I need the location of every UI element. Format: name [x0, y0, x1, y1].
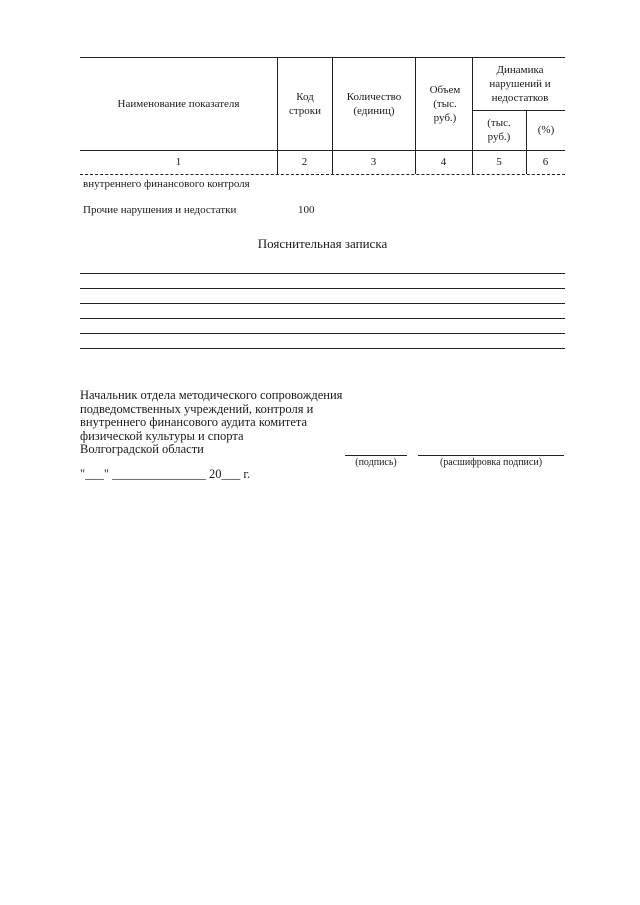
col-number-6: 6 — [542, 156, 549, 168]
row-name: внутреннего финансового контроля — [83, 178, 250, 190]
col-number-4: 4 — [440, 156, 447, 168]
table-row — [80, 178, 565, 194]
header-volume: Объем (тыс. руб.) — [429, 83, 461, 124]
table-row — [80, 204, 565, 220]
signature-label: (подпись) — [355, 457, 397, 468]
position-line: Начальник отдела методического сопровождения — [80, 388, 343, 402]
header-name: Наименование показателя — [117, 97, 240, 110]
date-line: "___" _______________ 20___ г. — [80, 467, 251, 481]
position-line: внутреннего финансового аудита комитета — [80, 415, 308, 429]
position-line: Волгоградской области — [80, 442, 204, 456]
row-code: 100 — [298, 204, 315, 216]
signature-position — [80, 389, 380, 457]
col-number-1: 1 — [175, 156, 182, 168]
header-dyn-rub: (тыс. руб.) — [487, 117, 511, 143]
header-dyn-pct: (%) — [537, 124, 555, 136]
col-number-2: 2 — [301, 156, 308, 168]
header-dynamics: Динамика нарушений и недостатков — [489, 64, 551, 104]
note-title: Пояснительная записка — [257, 236, 388, 251]
col-number-5: 5 — [496, 156, 502, 168]
header-code: Код строки — [288, 90, 322, 117]
col-number-3: 3 — [370, 156, 377, 168]
decode-line — [418, 455, 564, 456]
decode-label: (расшифровка подписи) — [439, 457, 543, 468]
position-line: физической культуры и спорта — [80, 428, 244, 443]
position-line: подведомственных учреждений, контроля и — [80, 401, 314, 416]
row-name: Прочие нарушения и недостатки — [83, 204, 237, 216]
signature-line — [345, 455, 407, 456]
header-quantity: Количество (единиц) — [346, 90, 402, 117]
